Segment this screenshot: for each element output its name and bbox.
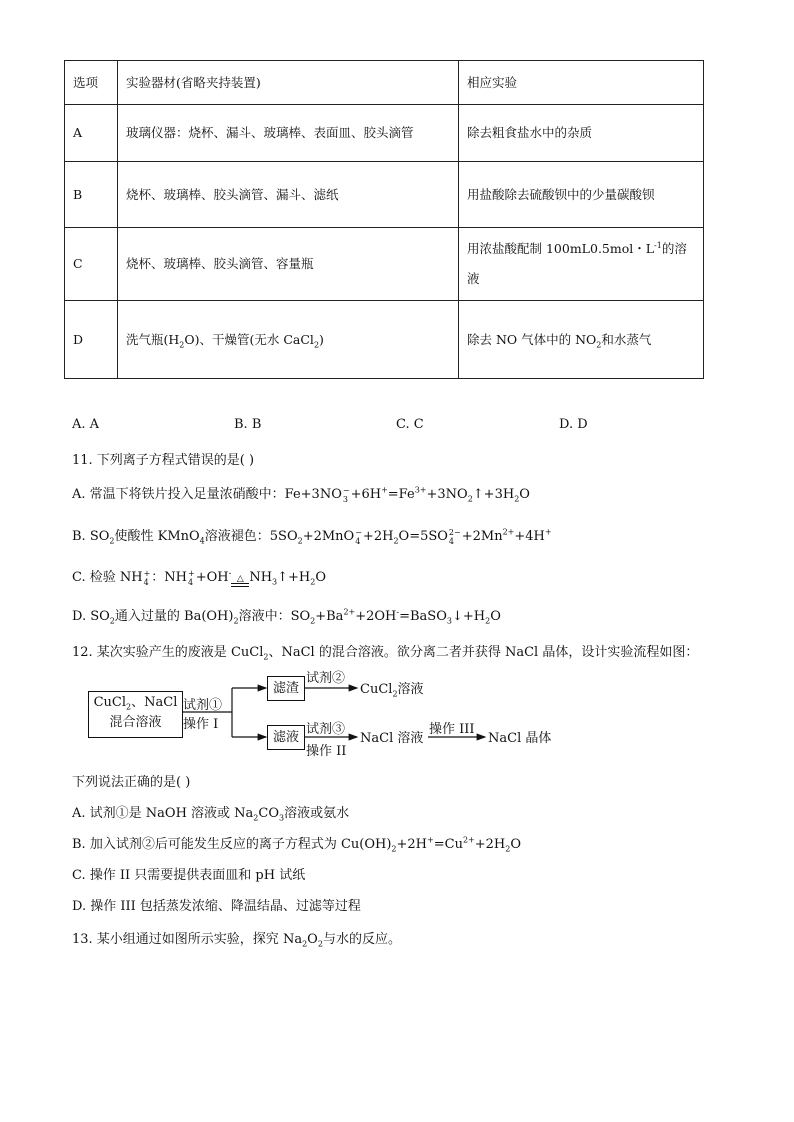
filtrate-box: 滤液: [267, 725, 305, 750]
q11-option-d: D. $SO_2$通入过量的 $Ba(OH)_2$溶液中：$SO_2+Ba^{2+}+2OH^-=BaSO_3↓+H_2O$: [72, 607, 501, 626]
q12-ask: 下列说法正确的是( ): [72, 775, 191, 790]
q10-option-b: B. B: [234, 417, 262, 432]
table-row: [65, 162, 704, 228]
cucl2-solution-label: CuCl$_2$溶液: [360, 682, 424, 699]
header-equipment: 实验器材(省略夹持装置): [118, 61, 459, 105]
q12-stem: 12. 某次实验产生的废液是 CuCl$_2$、NaCl 的混合溶液。欲分离二者并获得 NaCl 晶体，设计实验流程如图：: [72, 645, 699, 662]
q10-option-c: C. C: [396, 417, 424, 432]
operation-1-label: 操作 I: [183, 717, 219, 732]
operation-2-label: 操作 II: [306, 744, 347, 759]
q11-option-b: B. $SO_2$使酸性 KMnO$_4$溶液褪色：$5SO_2+2MnO$ − 4 $+2H_2O=5SO$ 2− 4 $+2Mn^{2+}+4H^+$: [72, 527, 552, 546]
operation-3-label: 操作 III: [429, 722, 475, 737]
header-experiment: 相应实验: [459, 61, 704, 105]
q11-stem: 11. 下列离子方程式错误的是( ): [72, 453, 255, 468]
row-equipment: 洗气瓶$(H_2O)$、干燥管(无水 CaCl$_2$): [118, 301, 459, 379]
experiment-table: [64, 60, 704, 379]
header-option: 选项: [65, 61, 118, 105]
reagent-1-label: 试剂①: [183, 698, 223, 713]
q10-option-a: A. A: [72, 417, 100, 432]
q12-option-a: A. 试剂①是 NaOH 溶液或 $Na_2CO_3$溶液或氨水: [72, 806, 350, 823]
row-equipment: 烧杯、玻璃棒、胶头滴管、容量瓶: [118, 228, 459, 301]
start-mixture-box: CuCl$_2$、NaCl 混合溶液: [88, 691, 183, 738]
heating-equals-sign: △: [231, 575, 249, 587]
table-row: [65, 105, 704, 162]
row-option: A: [65, 105, 118, 162]
row-option: D: [65, 301, 118, 379]
row-experiment: 用浓盐酸配制 100mL0.5mol・$L^{-1}$的溶 液: [459, 228, 704, 301]
q11-option-a: A. 常温下将铁片投入足量浓硝酸中：Fe+3NO − 3 $+6H^+=Fe^{3+}+3NO_2↑+3H_2O$: [72, 485, 530, 504]
row-experiment: 除去粗食盐水中的杂质: [459, 105, 704, 162]
row-option: B: [65, 162, 118, 228]
nacl-crystal-label: NaCl 晶体: [488, 731, 552, 746]
row-option: C: [65, 228, 118, 301]
q12-option-c: C. 操作 II 只需要提供表面皿和 pH 试纸: [72, 868, 306, 883]
residue-box: 滤渣: [267, 676, 305, 701]
table-row: [65, 301, 704, 379]
nacl-solution-label: NaCl 溶液: [360, 731, 424, 746]
table-header-row: [65, 61, 704, 105]
q10-option-d: D. D: [559, 417, 588, 432]
reagent-2-label: 试剂②: [306, 671, 346, 686]
q12-option-b: B. 加入试剂②后可能发生反应的离子方程式为 $Cu(OH)_2+2H^+=Cu^{2+}+2H_2O$: [72, 835, 522, 854]
q13-stem: 13. 某小组通过如图所示实验，探究 $Na_2O_2$与水的反应。: [72, 932, 401, 949]
q11-option-c: C. 检验 NH + 4 ：NH + 4 +OH- △ $NH_3↑+H_2O$: [72, 568, 327, 587]
table-row: [65, 228, 704, 301]
row-experiment: 除去 NO 气体中的 $NO_2$和水蒸气: [459, 301, 704, 379]
row-equipment: 烧杯、玻璃棒、胶头滴管、漏斗、滤纸: [118, 162, 459, 228]
row-experiment: 用盐酸除去硫酸钡中的少量碳酸钡: [459, 162, 704, 228]
q12-option-d: D. 操作 III 包括蒸发浓缩、降温结晶、过滤等过程: [72, 899, 361, 914]
reagent-3-label: 试剂③: [306, 722, 346, 737]
row-equipment: 玻璃仪器：烧杯、漏斗、玻璃棒、表面皿、胶头滴管: [118, 105, 459, 162]
